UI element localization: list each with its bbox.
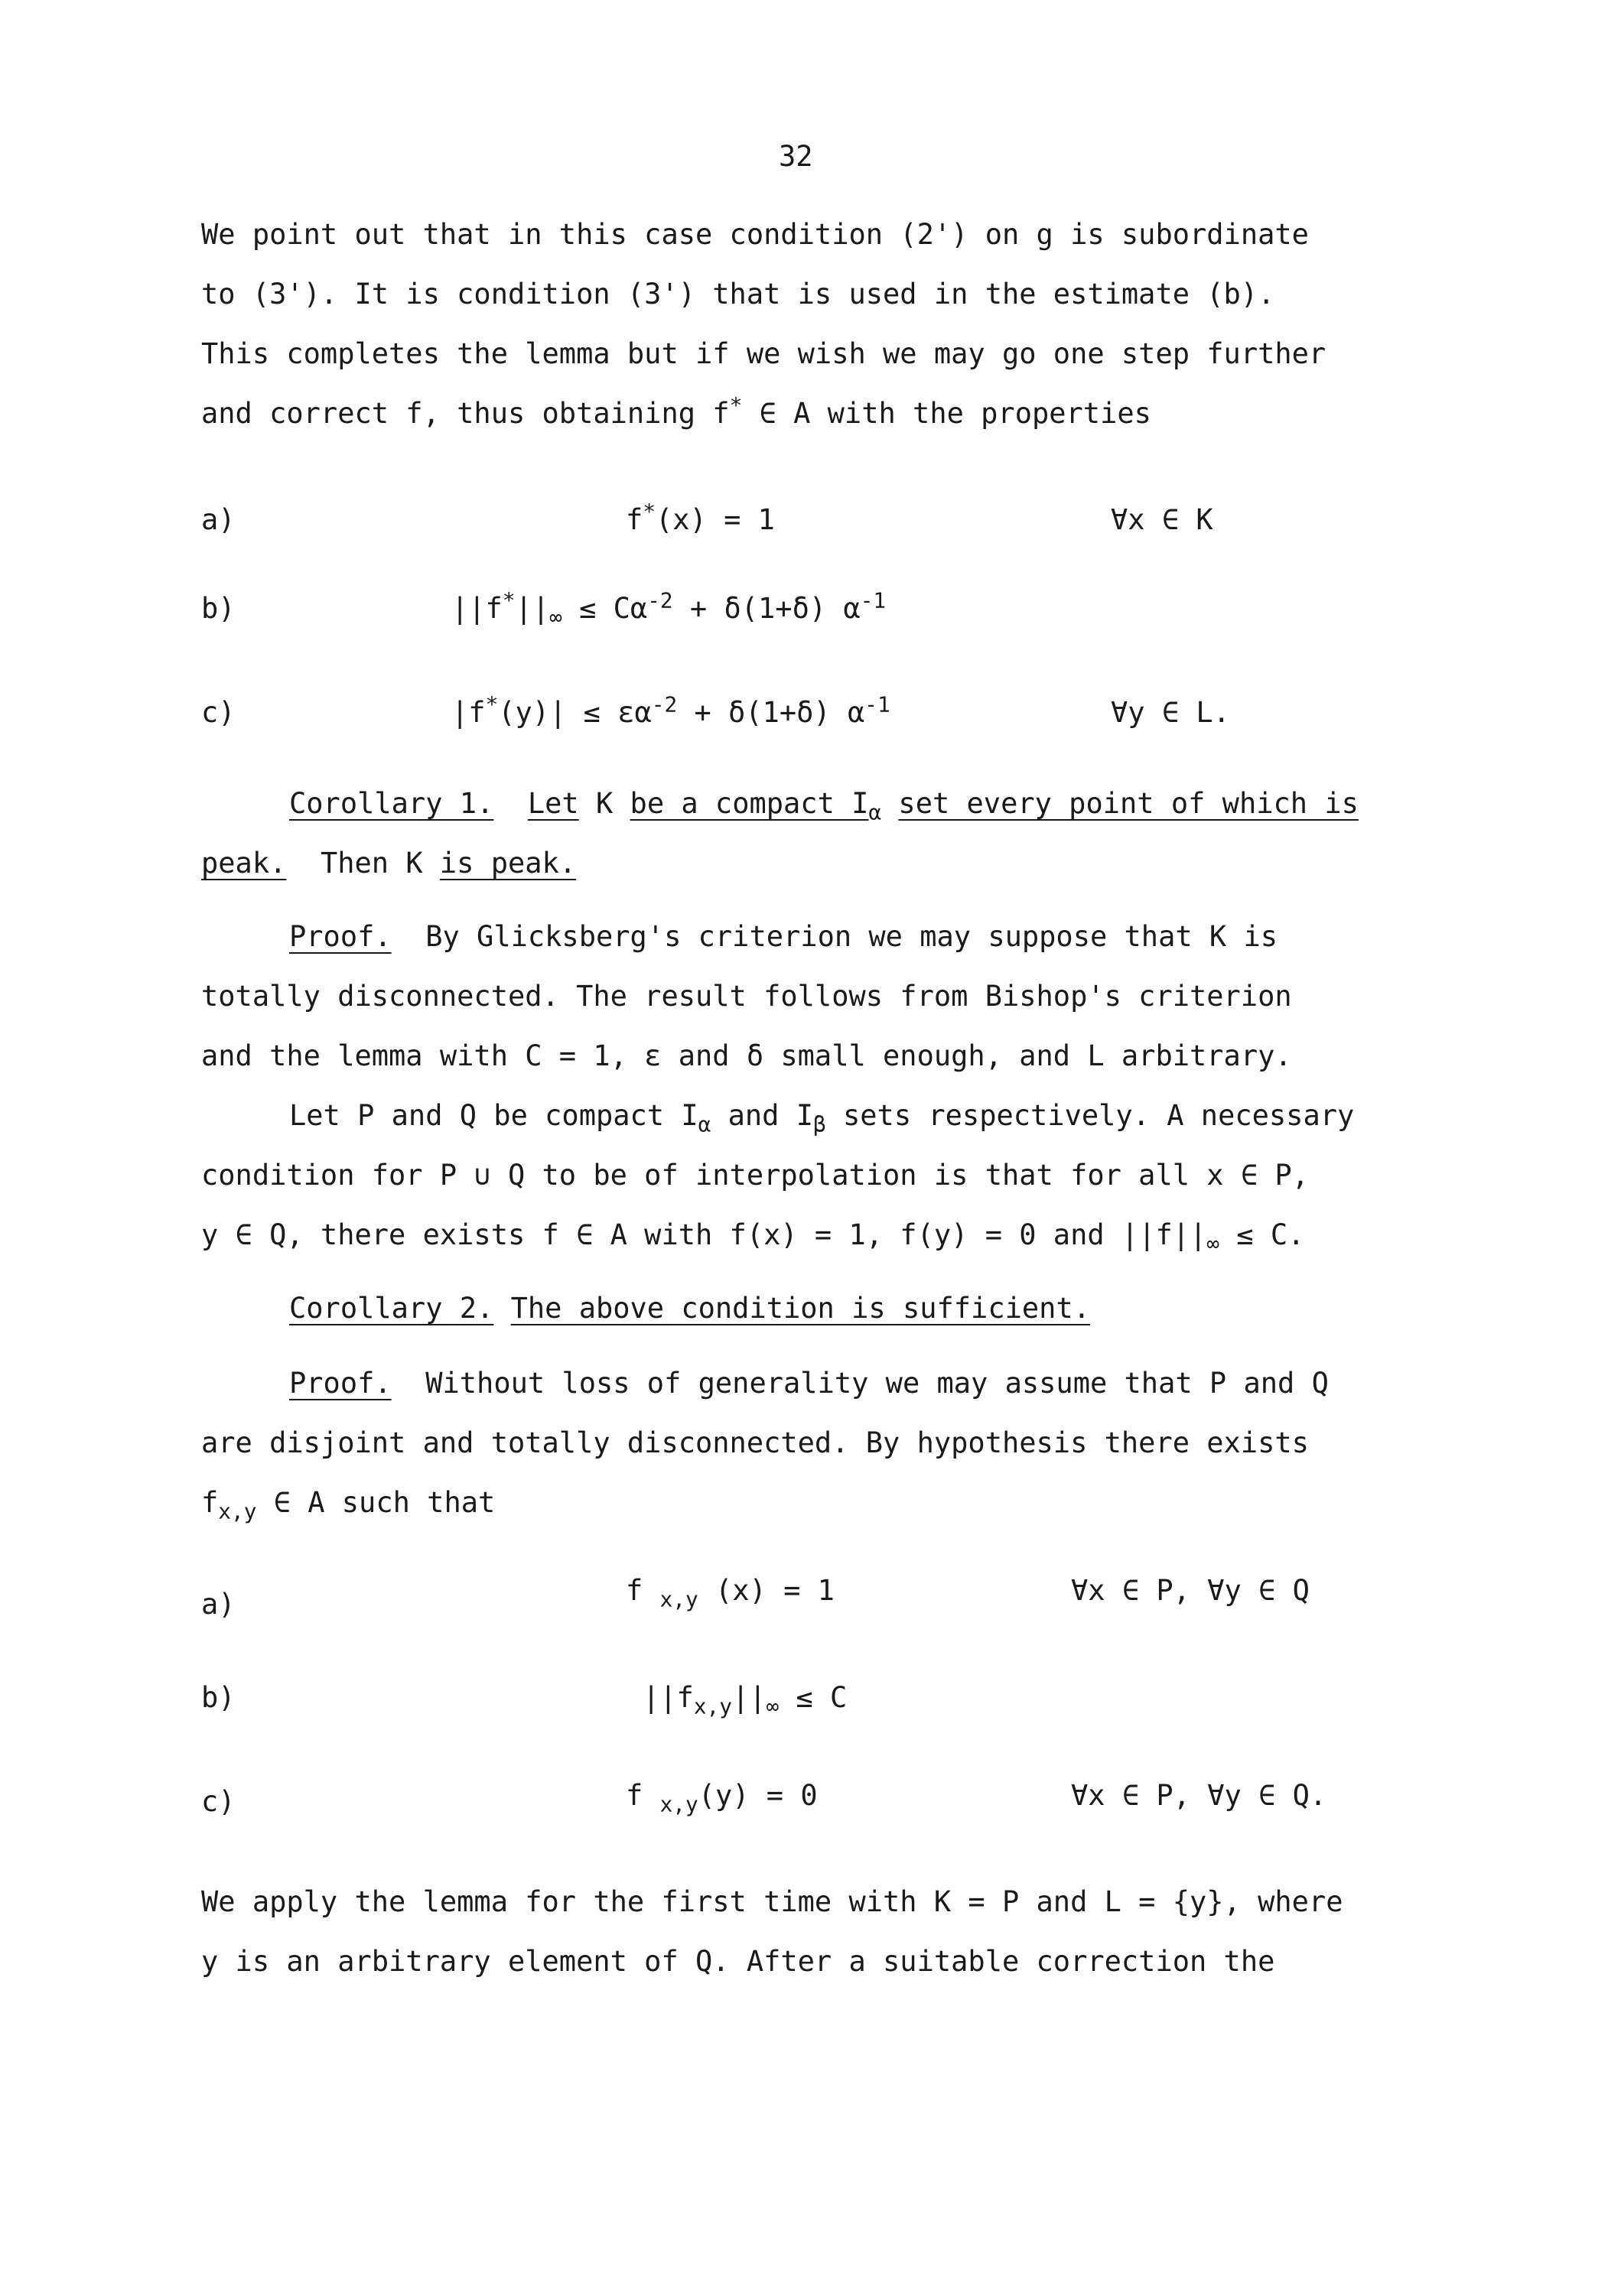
paragraph-line — [289, 1099, 1355, 1137]
exponent: -2 — [651, 691, 678, 717]
text-span: peak. — [201, 847, 287, 880]
text-span: Without loss of generality we may assume that P and Q — [425, 1367, 1329, 1400]
equation-c — [451, 691, 890, 729]
corollary-title: Corollary 2. — [289, 1292, 494, 1325]
text-span: ∈ A such that — [256, 1486, 496, 1519]
paragraph-line — [201, 1218, 1305, 1257]
text-span: ||f — [643, 1681, 694, 1714]
equation-b — [643, 1681, 848, 1719]
item-label-a: a) — [201, 1588, 236, 1621]
text-span: ≤ C — [779, 1681, 848, 1714]
paragraph-line: We point out that in this case condition (2') on g is subordinate — [201, 218, 1309, 251]
item-label-c: c) — [201, 696, 236, 729]
corollary-1 — [289, 787, 1359, 825]
proof-1-line — [289, 922, 1278, 951]
item-label-c: c) — [201, 1785, 236, 1818]
paragraph-line: totally disconnected. The result follows from Bishop's criterion — [201, 980, 1292, 1013]
text-span: + δ(1+δ) α — [677, 696, 865, 729]
xy-subscript: x,y — [693, 1693, 732, 1719]
text-span: + δ(1+δ) α — [672, 592, 861, 625]
text-span: K — [595, 787, 614, 820]
proof-title: Proof. — [289, 920, 392, 953]
proof-title: Proof. — [289, 1367, 392, 1400]
text-span: ||f — [451, 592, 503, 625]
corollary-2 — [289, 1292, 1090, 1325]
beta-subscript: β — [813, 1111, 826, 1137]
infinity-subscript: ∞ — [766, 1693, 780, 1719]
corollary-1-cont — [201, 847, 577, 880]
star-superscript: * — [643, 499, 656, 525]
infinity-subscript: ∞ — [549, 604, 562, 630]
paragraph-line — [201, 392, 1151, 430]
text-span: (y)| ≤ εα — [498, 696, 652, 729]
text-span: be a compact I — [630, 787, 869, 820]
exponent: -1 — [864, 691, 890, 717]
exponent: -1 — [860, 587, 887, 613]
star-superscript: * — [485, 691, 499, 717]
text-span: (y) = 0 — [698, 1779, 818, 1812]
paragraph-line: are disjoint and totally disconnected. By hypothesis there exists — [201, 1426, 1309, 1459]
text-span: Let P and Q be compact I — [289, 1099, 698, 1132]
paragraph-line: y is an arbitrary element of Q. After a suitable correction the — [201, 1945, 1275, 1978]
text-span: and I — [711, 1099, 813, 1132]
xy-subscript: x,y — [659, 1791, 698, 1817]
text-span: The above condition is sufficient. — [510, 1292, 1090, 1325]
text-span: f — [201, 1486, 219, 1519]
page-number: 32 — [779, 140, 813, 173]
text-span: |f — [451, 696, 486, 729]
text-span: ∈ A with the properties — [742, 397, 1151, 430]
infinity-subscript: ∞ — [1206, 1231, 1219, 1257]
paragraph-line — [201, 1486, 496, 1524]
text-span: and correct f, thus obtaining f — [201, 397, 730, 430]
text-span: f — [626, 503, 643, 536]
text-span: Then K — [320, 847, 423, 880]
text-span: || — [515, 592, 550, 625]
star-superscript: * — [502, 587, 516, 613]
item-label-a: a) — [201, 503, 236, 536]
text-span: (x) = 1 — [656, 503, 775, 536]
text-span: y ∈ Q, there exists f ∈ A with f(x) = 1, f(y) = 0 and ||f|| — [201, 1218, 1207, 1251]
text-span: (x) = 1 — [714, 1574, 835, 1607]
paragraph-line: This completes the lemma but if we wish we may go one step further — [201, 337, 1326, 370]
proof-2-line — [289, 1367, 1329, 1400]
text-span: By Glicksberg's criterion we may suppose that K is — [425, 920, 1278, 953]
text-span: f — [626, 1574, 643, 1607]
equation-a — [626, 499, 775, 536]
condition-c: ∀y ∈ L. — [1111, 696, 1230, 729]
text-span: ≤ C. — [1219, 1218, 1305, 1251]
condition-a: ∀x ∈ K — [1111, 503, 1213, 536]
xy-subscript: x,y — [659, 1586, 698, 1612]
text-span: ≤ Cα — [561, 592, 648, 625]
paragraph-line: We apply the lemma for the first time with K = P and L = {y}, where — [201, 1885, 1343, 1918]
equation-a — [626, 1574, 835, 1612]
item-label-b: b) — [201, 592, 236, 625]
equation-c — [626, 1779, 818, 1817]
condition-c: ∀x ∈ P, ∀y ∈ Q. — [1071, 1779, 1327, 1812]
alpha-subscript: α — [868, 799, 882, 825]
paragraph-line: to (3'). It is condition (3') that is used in the estimate (b). — [201, 278, 1275, 311]
text-span: set every point of which is — [898, 787, 1359, 820]
corollary-title: Corollary 1. — [289, 787, 494, 820]
paragraph-line: condition for P ∪ Q to be of interpolation is that for all x ∈ P, — [201, 1159, 1309, 1192]
text-span: f — [626, 1779, 643, 1812]
text-span: is peak. — [439, 847, 577, 880]
text-span: sets respectively. A necessary — [825, 1099, 1355, 1132]
xy-subscript: x,y — [218, 1498, 257, 1524]
equation-b — [451, 587, 887, 630]
exponent: -2 — [647, 587, 673, 613]
text-span: || — [731, 1681, 767, 1714]
item-label-b: b) — [201, 1681, 236, 1714]
paragraph-line: and the lemma with C = 1, ε and δ small enough, and L arbitrary. — [201, 1039, 1292, 1072]
alpha-subscript: α — [698, 1111, 711, 1137]
star-superscript: * — [729, 392, 743, 418]
text-span: Let — [527, 787, 579, 820]
condition-a: ∀x ∈ P, ∀y ∈ Q — [1071, 1574, 1310, 1607]
